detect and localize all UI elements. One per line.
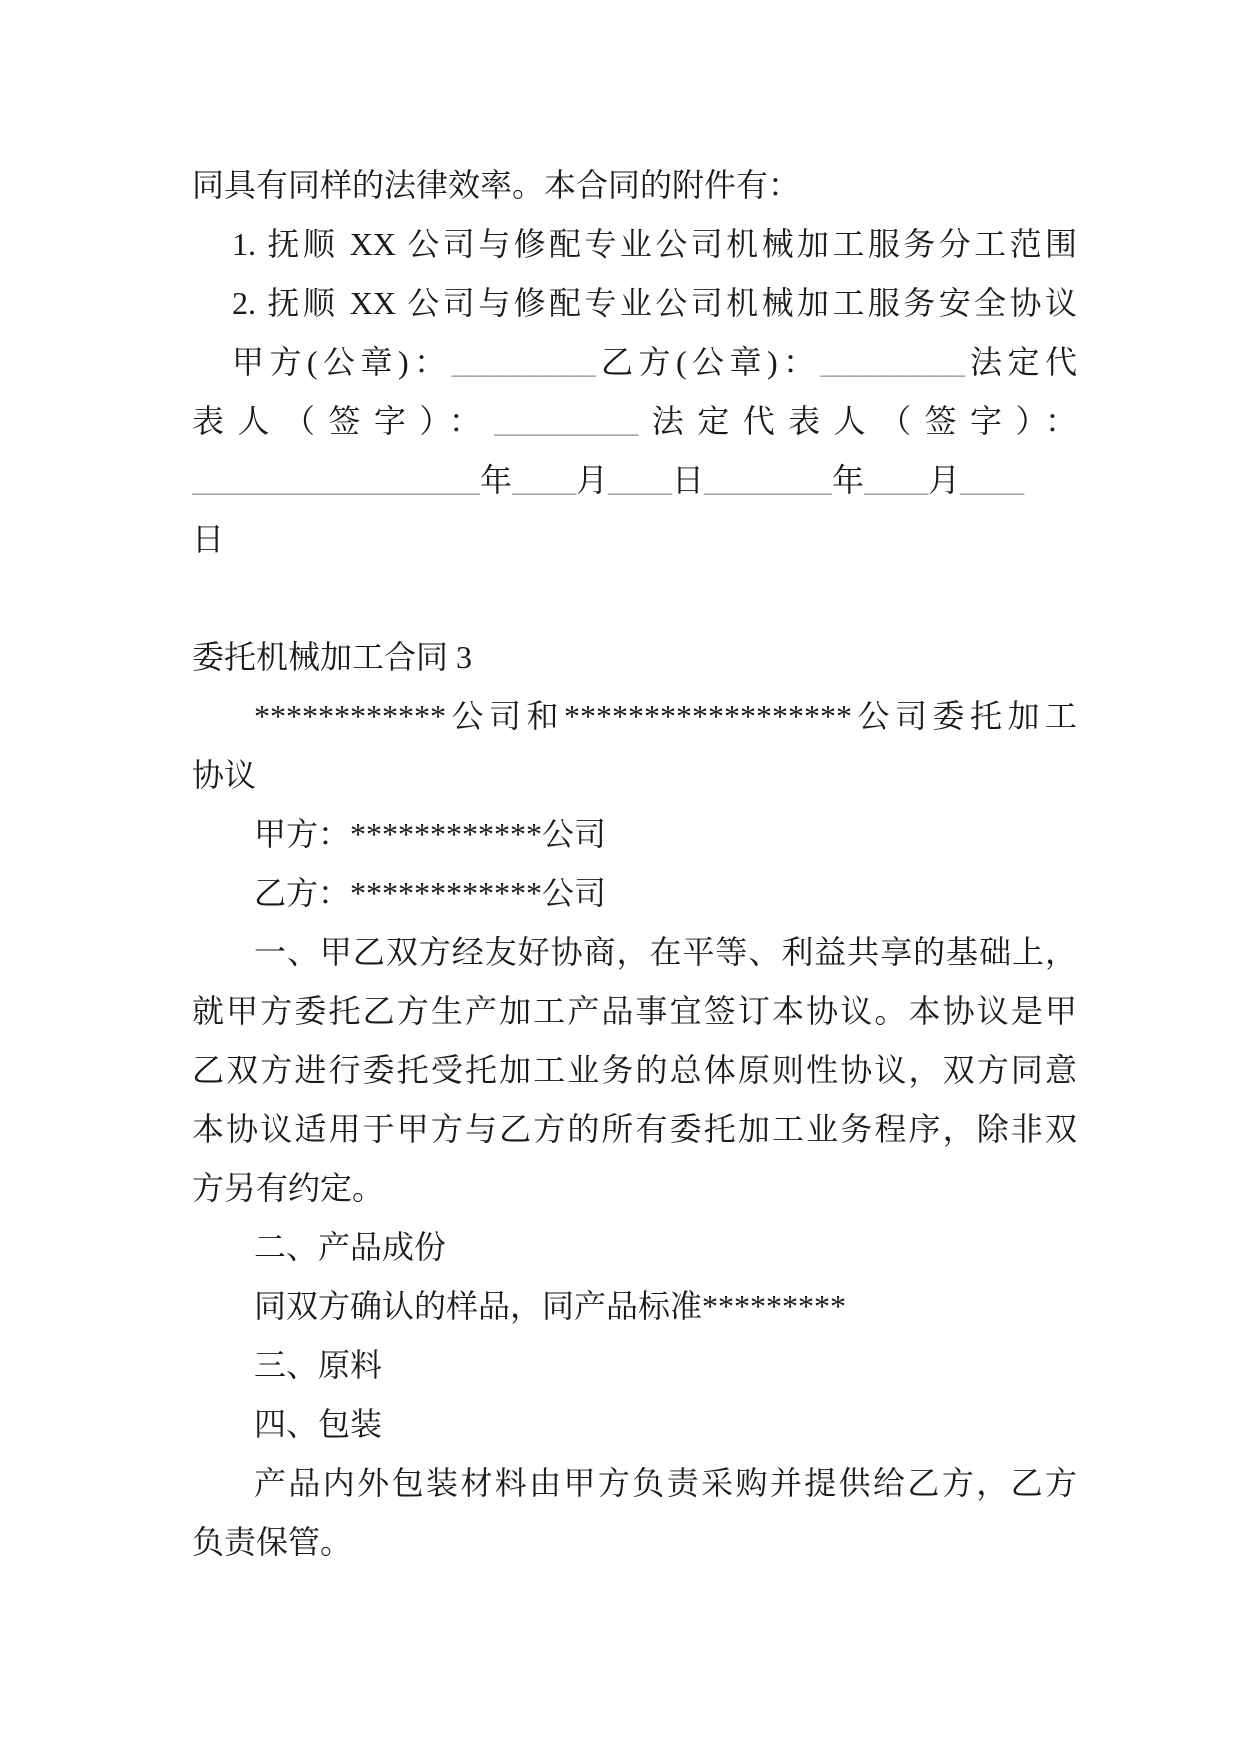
line-attachment-1 (192, 215, 1077, 274)
text-run: 四、包装 (254, 1406, 383, 1442)
text-run: 月 (576, 462, 609, 498)
line-agreement-parties (192, 687, 1077, 746)
text-run: 2. 抚顺 XX 公司与修配专业公司机械加工服务安全协议 (232, 285, 1077, 321)
line-clause-4-body-b (192, 1513, 1077, 1572)
line-clause-1-a (192, 923, 1077, 982)
line-clause-2-body (192, 1277, 1077, 1336)
text-run: 1. 抚顺 XX 公司与修配专业公司机械加工服务分工范围 (232, 226, 1077, 262)
line-agreement-suffix (192, 746, 1077, 805)
line-legal-effect (192, 156, 1077, 215)
text-run: 同具有同样的法律效率。本合同的附件有： (192, 167, 801, 203)
text-run: 本协议适用于甲方与乙方的所有委托加工业务程序，除非双 (192, 1111, 1077, 1147)
text-run: 委托机械加工合同 3 (192, 639, 473, 675)
text-run: 乙方：************公司 (254, 875, 607, 911)
blank-underline: ____ (512, 462, 577, 498)
line-date-blanks (192, 451, 1077, 510)
text-run: 月 (928, 462, 961, 498)
text-run: ************公司和******************公司委托加工 (254, 698, 1077, 734)
line-attachment-2 (192, 274, 1077, 333)
text-run: 法定代表人（签字）： (638, 403, 1077, 439)
text-run: 甲方：************公司 (254, 816, 607, 852)
blank-underline: ____ (960, 462, 1025, 498)
text-run: 甲方(公章)： (232, 344, 452, 380)
line-clause-1-b (192, 982, 1077, 1041)
blank-underline: _________ (451, 344, 596, 380)
line-date-day-overflow (192, 510, 1077, 569)
blank-underline: ____ (608, 462, 673, 498)
text-run: 乙方(公章)： (595, 344, 821, 380)
text-run: 一、甲乙双方经友好协商，在平等、利益共享的基础上， (254, 934, 1077, 970)
line-legal-rep-signature (192, 392, 1077, 451)
line-clause-4-body-a (192, 1454, 1077, 1513)
text-run: 年 (480, 462, 513, 498)
line-clause-1-c (192, 1041, 1077, 1100)
text-run: 日 (192, 521, 225, 557)
text-run: 就甲方委托乙方生产加工产品事宜签订本协议。本协议是甲 (192, 993, 1077, 1029)
text-run: 产品内外包装材料由甲方负责采购并提供给乙方，乙方 (254, 1465, 1077, 1501)
text-run: 协议 (192, 757, 257, 793)
blank-underline: __________________ (192, 462, 480, 498)
text-run: 同双方确认的样品，同产品标准********* (254, 1288, 847, 1324)
blank-underline: ____ (864, 462, 929, 498)
line-clause-1-e (192, 1159, 1077, 1218)
line-clause-1-d (192, 1100, 1077, 1159)
text-run: 方另有约定。 (192, 1170, 385, 1206)
text-run: 乙双方进行委托受托加工业务的总体原则性协议，双方同意 (192, 1052, 1077, 1088)
contract-3-title (192, 628, 1077, 687)
line-clause-3-heading (192, 1336, 1077, 1395)
line-party-seals (192, 333, 1077, 392)
blank-underline: ________ (704, 462, 833, 498)
line-clause-2-heading (192, 1218, 1077, 1277)
blank-line (192, 569, 1077, 628)
text-run: 年 (832, 462, 865, 498)
blank-underline: _________ (494, 403, 639, 439)
text-run: 负责保管。 (192, 1524, 353, 1560)
line-party-b (192, 864, 1077, 923)
text-run: 二、产品成份 (254, 1229, 447, 1265)
text-run: 日 (672, 462, 705, 498)
line-party-a (192, 805, 1077, 864)
line-clause-4-heading (192, 1395, 1077, 1454)
text-run: 表人（签字）： (192, 403, 495, 439)
blank-underline: _________ (820, 344, 965, 380)
text-run: 三、原料 (254, 1347, 383, 1383)
text-run: 法定代 (964, 344, 1077, 380)
